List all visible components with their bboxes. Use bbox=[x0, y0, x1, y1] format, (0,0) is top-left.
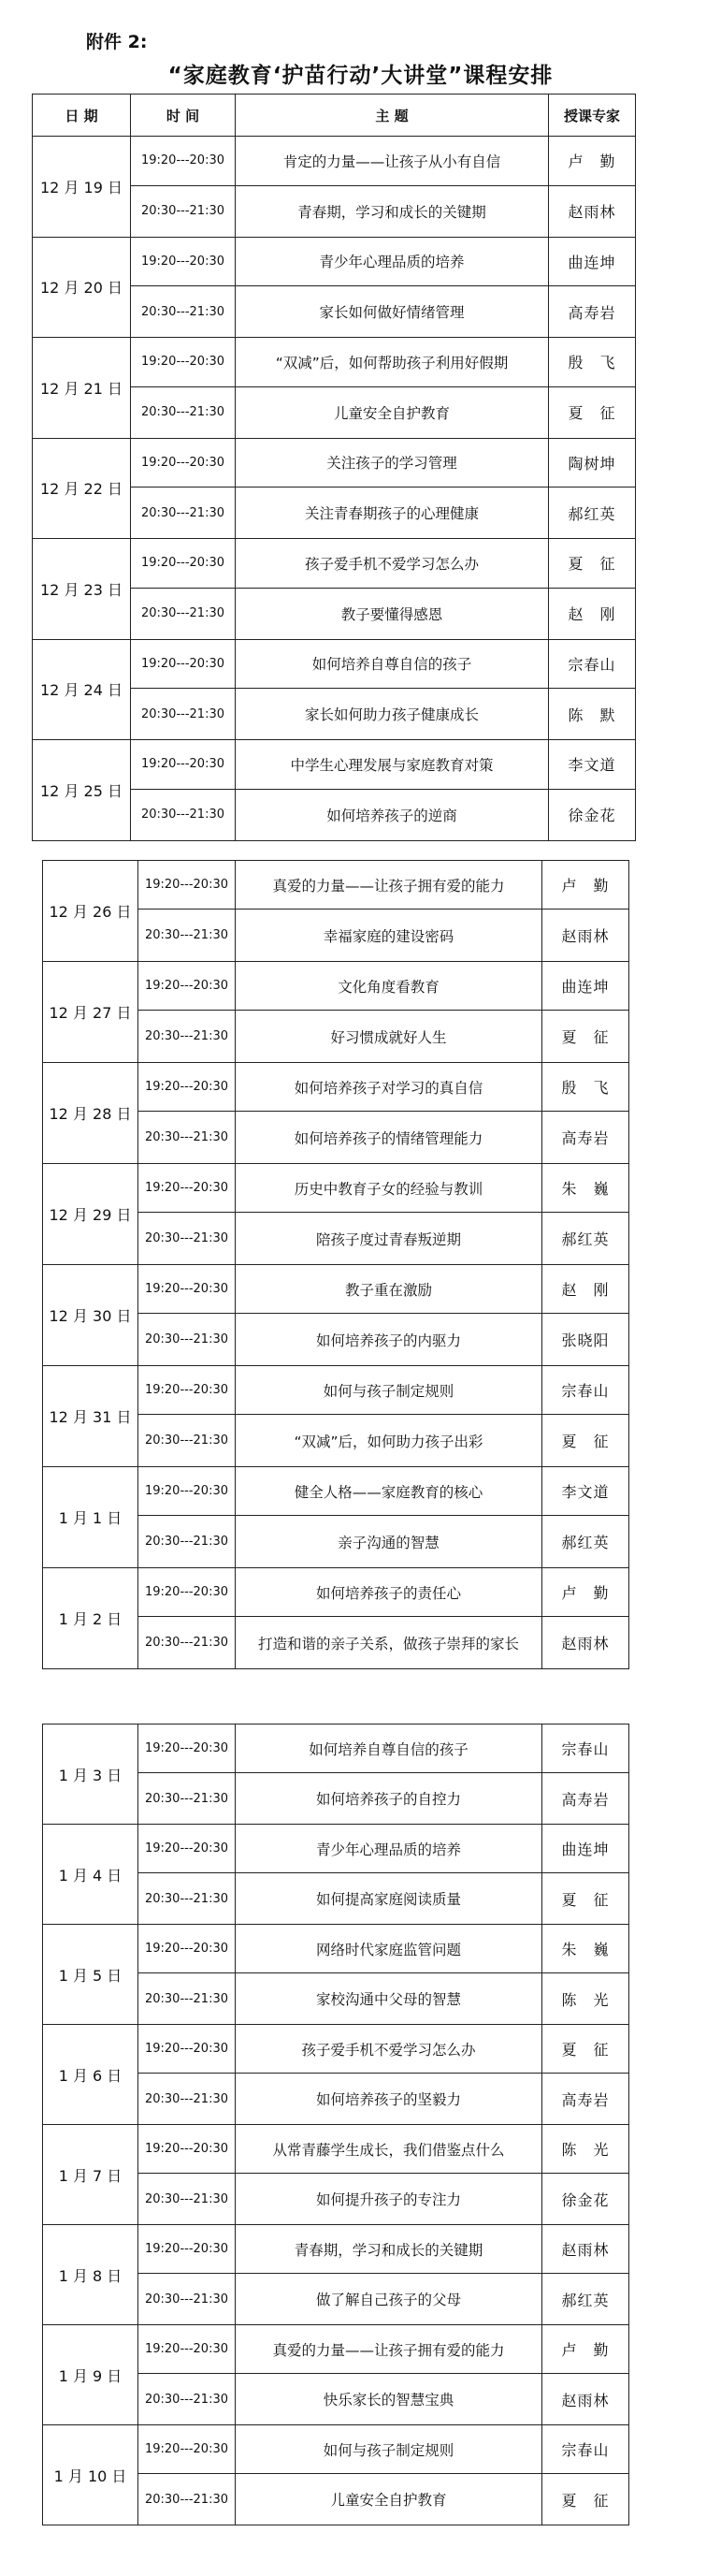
session-topic: 网络时代家庭监管问题 bbox=[236, 1925, 542, 1973]
session-time: 20:30---21:30 bbox=[131, 185, 236, 237]
session-topic: 文化角度看教育 bbox=[236, 962, 542, 1011]
session-time: 19:20---20:30 bbox=[138, 1164, 236, 1213]
session-time: 19:20---20:30 bbox=[138, 1467, 236, 1516]
session-row bbox=[43, 1725, 629, 1773]
document-title: “家庭教育‘护苗行动’大讲堂”课程安排 bbox=[167, 64, 554, 88]
session-time: 20:30---21:30 bbox=[138, 2474, 236, 2525]
session-date: 12 月 29 日 bbox=[43, 1164, 138, 1265]
session-date: 1 月 1 日 bbox=[43, 1467, 138, 1568]
session-teacher: 夏 征 bbox=[542, 2025, 629, 2074]
session-time: 19:20---20:30 bbox=[138, 2225, 236, 2274]
session-time: 20:30---21:30 bbox=[138, 1516, 236, 1568]
session-topic: 幸福家庭的建设密码 bbox=[236, 910, 542, 962]
session-time: 19:20---20:30 bbox=[138, 1925, 236, 1973]
session-topic: “双减”后，如何助力孩子出彩 bbox=[236, 1415, 542, 1467]
session-time: 20:30---21:30 bbox=[131, 488, 236, 539]
session-topic: 打造和谐的亲子关系，做孩子崇拜的家长 bbox=[236, 1617, 542, 1669]
session-row bbox=[43, 1265, 629, 1314]
session-date: 1 月 2 日 bbox=[43, 1568, 138, 1669]
session-row bbox=[43, 1825, 629, 1873]
session-topic: 陪孩子度过青春叛逆期 bbox=[236, 1213, 542, 1265]
session-time: 20:30---21:30 bbox=[138, 1773, 236, 1825]
session-topic: 孩子爱手机不爱学习怎么办 bbox=[236, 539, 549, 589]
session-time: 19:20---20:30 bbox=[138, 1366, 236, 1415]
session-time: 20:30---21:30 bbox=[138, 1973, 236, 2025]
session-date: 12 月 30 日 bbox=[43, 1265, 138, 1366]
session-topic: 如何培养自尊自信的孩子 bbox=[236, 639, 549, 689]
session-time: 19:20---20:30 bbox=[138, 2125, 236, 2174]
header-topic: 主 题 bbox=[236, 95, 549, 137]
session-time: 20:30---21:30 bbox=[131, 789, 236, 840]
header-time: 时 间 bbox=[131, 95, 236, 137]
session-row bbox=[43, 2025, 629, 2074]
session-teacher: 郝红英 bbox=[542, 1213, 629, 1265]
session-date: 1 月 10 日 bbox=[43, 2425, 138, 2525]
session-topic: 青春期，学习和成长的关键期 bbox=[236, 185, 549, 237]
session-topic: 快乐家长的智慧宝典 bbox=[236, 2374, 542, 2425]
header-teacher: 授课专家 bbox=[549, 95, 636, 137]
session-row bbox=[43, 2225, 629, 2274]
session-time: 20:30---21:30 bbox=[138, 2174, 236, 2225]
session-date: 12 月 23 日 bbox=[33, 539, 131, 640]
session-time: 19:20---20:30 bbox=[131, 438, 236, 488]
session-teacher: 李文道 bbox=[542, 1467, 629, 1516]
session-teacher: 夏 征 bbox=[542, 1873, 629, 1925]
session-topic: 关注孩子的学习管理 bbox=[236, 438, 549, 488]
session-teacher: 卢 勤 bbox=[542, 2325, 629, 2374]
session-time: 19:20---20:30 bbox=[138, 1265, 236, 1314]
session-topic: 中学生心理发展与家庭教育对策 bbox=[236, 740, 549, 790]
session-topic: 青少年心理品质的培养 bbox=[236, 1825, 542, 1873]
session-teacher: 夏 征 bbox=[542, 1011, 629, 1063]
session-topic: 肯定的力量——让孩子从小有自信 bbox=[236, 137, 549, 186]
session-topic: 家校沟通中父母的智慧 bbox=[236, 1973, 542, 2025]
session-teacher: 陶树坤 bbox=[549, 438, 636, 488]
session-time: 20:30---21:30 bbox=[138, 1213, 236, 1265]
session-topic: 青春期，学习和成长的关键期 bbox=[236, 2225, 542, 2274]
session-topic: 儿童安全自护教育 bbox=[236, 2474, 542, 2525]
session-teacher: 高寿岩 bbox=[549, 286, 636, 338]
session-topic: 教子要懂得感恩 bbox=[236, 588, 549, 639]
session-teacher: 卢 勤 bbox=[542, 861, 629, 910]
session-row bbox=[33, 438, 636, 488]
session-teacher: 夏 征 bbox=[542, 1415, 629, 1467]
session-time: 19:20---20:30 bbox=[138, 2325, 236, 2374]
session-topic: 从常青藤学生成长，我们借鉴点什么 bbox=[236, 2125, 542, 2174]
session-time: 19:20---20:30 bbox=[138, 1825, 236, 1873]
session-teacher: 曲连坤 bbox=[542, 1825, 629, 1873]
session-teacher: 赵 刚 bbox=[549, 588, 636, 639]
session-time: 19:20---20:30 bbox=[138, 1725, 236, 1773]
session-teacher: 赵雨林 bbox=[542, 1617, 629, 1669]
session-teacher: 夏 征 bbox=[549, 539, 636, 589]
session-topic: 家长如何做好情绪管理 bbox=[236, 286, 549, 338]
session-date: 1 月 5 日 bbox=[43, 1925, 138, 2025]
session-date: 12 月 19 日 bbox=[33, 137, 131, 238]
session-row bbox=[33, 639, 636, 689]
session-date: 12 月 25 日 bbox=[33, 740, 131, 841]
session-teacher: 陈 默 bbox=[549, 689, 636, 740]
session-row bbox=[33, 740, 636, 790]
session-row bbox=[33, 237, 636, 286]
session-teacher: 赵雨林 bbox=[542, 2374, 629, 2425]
session-topic: 亲子沟通的智慧 bbox=[236, 1516, 542, 1568]
session-time: 20:30---21:30 bbox=[138, 2074, 236, 2125]
session-teacher: 陈 光 bbox=[542, 2125, 629, 2174]
session-teacher: 赵雨林 bbox=[549, 185, 636, 237]
session-time: 19:20---20:30 bbox=[131, 639, 236, 689]
session-row bbox=[43, 2425, 629, 2474]
session-teacher: 曲连坤 bbox=[542, 962, 629, 1011]
session-date: 12 月 20 日 bbox=[33, 237, 131, 338]
schedule-table-1 bbox=[32, 94, 636, 841]
session-row bbox=[43, 1063, 629, 1112]
session-teacher: 宗春山 bbox=[542, 1366, 629, 1415]
session-teacher: 殷 飞 bbox=[542, 1063, 629, 1112]
session-topic: 如何提高家庭阅读质量 bbox=[236, 1873, 542, 1925]
session-date: 12 月 28 日 bbox=[43, 1063, 138, 1164]
session-teacher: 朱 巍 bbox=[542, 1164, 629, 1213]
session-row bbox=[43, 2125, 629, 2174]
session-time: 19:20---20:30 bbox=[131, 740, 236, 790]
session-time: 19:20---20:30 bbox=[131, 539, 236, 589]
schedule-table-3 bbox=[42, 1724, 629, 2525]
session-topic: 真爱的力量——让孩子拥有爱的能力 bbox=[236, 2325, 542, 2374]
session-row bbox=[43, 1164, 629, 1213]
session-teacher: 高寿岩 bbox=[542, 2074, 629, 2125]
session-topic: 孩子爱手机不爱学习怎么办 bbox=[236, 2025, 542, 2074]
session-teacher: 朱 巍 bbox=[542, 1925, 629, 1973]
session-teacher: 夏 征 bbox=[549, 386, 636, 438]
session-topic: 教子重在激励 bbox=[236, 1265, 542, 1314]
session-teacher: 宗春山 bbox=[542, 2425, 629, 2474]
session-time: 19:20---20:30 bbox=[138, 1568, 236, 1617]
session-teacher: 李文道 bbox=[549, 740, 636, 790]
session-time: 19:20---20:30 bbox=[138, 1063, 236, 1112]
session-date: 1 月 8 日 bbox=[43, 2225, 138, 2325]
session-topic: 家长如何助力孩子健康成长 bbox=[236, 689, 549, 740]
session-date: 12 月 27 日 bbox=[43, 962, 138, 1063]
session-time: 19:20---20:30 bbox=[138, 2425, 236, 2474]
session-topic: 如何培养孩子的内驱力 bbox=[236, 1314, 542, 1366]
session-time: 19:20---20:30 bbox=[138, 962, 236, 1011]
session-row bbox=[43, 2325, 629, 2374]
session-teacher: 陈 光 bbox=[542, 1973, 629, 2025]
session-row bbox=[43, 861, 629, 910]
session-date: 1 月 7 日 bbox=[43, 2125, 138, 2225]
session-time: 20:30---21:30 bbox=[138, 2374, 236, 2425]
session-date: 12 月 21 日 bbox=[33, 338, 131, 439]
session-topic: 如何培养孩子的坚毅力 bbox=[236, 2074, 542, 2125]
session-teacher: 郝红英 bbox=[549, 488, 636, 539]
session-teacher: 赵雨林 bbox=[542, 2225, 629, 2274]
attachment-label: 附件 2: bbox=[86, 32, 148, 52]
session-teacher: 殷 飞 bbox=[549, 338, 636, 387]
session-topic: 如何培养孩子的自控力 bbox=[236, 1773, 542, 1825]
session-topic: 儿童安全自护教育 bbox=[236, 386, 549, 438]
session-teacher: 徐金花 bbox=[549, 789, 636, 840]
session-topic: 如何与孩子制定规则 bbox=[236, 2425, 542, 2474]
session-teacher: 卢 勤 bbox=[542, 1568, 629, 1617]
session-topic: 如何提升孩子的专注力 bbox=[236, 2174, 542, 2225]
session-row bbox=[33, 137, 636, 186]
session-row bbox=[43, 1925, 629, 1973]
session-date: 1 月 4 日 bbox=[43, 1825, 138, 1925]
session-topic: 如何培养孩子的情绪管理能力 bbox=[236, 1112, 542, 1164]
session-time: 19:20---20:30 bbox=[131, 237, 236, 286]
session-topic: 真爱的力量——让孩子拥有爱的能力 bbox=[236, 861, 542, 910]
session-date: 12 月 22 日 bbox=[33, 438, 131, 539]
session-teacher: 徐金花 bbox=[542, 2174, 629, 2225]
session-time: 19:20---20:30 bbox=[138, 861, 236, 910]
session-topic: 如何培养孩子的逆商 bbox=[236, 789, 549, 840]
session-teacher: 郝红英 bbox=[542, 2274, 629, 2325]
session-teacher: 宗春山 bbox=[549, 639, 636, 689]
session-time: 19:20---20:30 bbox=[131, 137, 236, 186]
session-row bbox=[43, 1467, 629, 1516]
session-date: 1 月 3 日 bbox=[43, 1725, 138, 1825]
session-time: 20:30---21:30 bbox=[138, 1873, 236, 1925]
session-row bbox=[33, 338, 636, 387]
session-teacher: 卢 勤 bbox=[549, 137, 636, 186]
session-topic: 如何培养孩子对学习的真自信 bbox=[236, 1063, 542, 1112]
session-row bbox=[43, 1366, 629, 1415]
session-time: 19:20---20:30 bbox=[131, 338, 236, 387]
session-teacher: 夏 征 bbox=[542, 2474, 629, 2525]
session-date: 1 月 9 日 bbox=[43, 2325, 138, 2425]
session-time: 20:30---21:30 bbox=[131, 588, 236, 639]
session-teacher: 张晓阳 bbox=[542, 1314, 629, 1366]
session-date: 12 月 31 日 bbox=[43, 1366, 138, 1467]
session-date: 12 月 24 日 bbox=[33, 639, 131, 740]
session-teacher: 高寿岩 bbox=[542, 1773, 629, 1825]
session-time: 20:30---21:30 bbox=[138, 1011, 236, 1063]
session-teacher: 曲连坤 bbox=[549, 237, 636, 286]
session-time: 20:30---21:30 bbox=[131, 286, 236, 338]
schedule-table-2 bbox=[42, 860, 629, 1669]
session-topic: 健全人格——家庭教育的核心 bbox=[236, 1467, 542, 1516]
session-time: 20:30---21:30 bbox=[138, 2274, 236, 2325]
session-teacher: 高寿岩 bbox=[542, 1112, 629, 1164]
session-topic: 青少年心理品质的培养 bbox=[236, 237, 549, 286]
session-time: 19:20---20:30 bbox=[138, 2025, 236, 2074]
session-topic: 如何与孩子制定规则 bbox=[236, 1366, 542, 1415]
session-time: 20:30---21:30 bbox=[138, 1415, 236, 1467]
session-teacher: 赵雨林 bbox=[542, 910, 629, 962]
session-topic: 如何培养自尊自信的孩子 bbox=[236, 1725, 542, 1773]
session-topic: 好习惯成就好人生 bbox=[236, 1011, 542, 1063]
session-teacher: 郝红英 bbox=[542, 1516, 629, 1568]
session-topic: 关注青春期孩子的心理健康 bbox=[236, 488, 549, 539]
session-time: 20:30---21:30 bbox=[138, 1112, 236, 1164]
session-time: 20:30---21:30 bbox=[138, 910, 236, 962]
session-time: 20:30---21:30 bbox=[138, 1617, 236, 1669]
session-topic: 如何培养孩子的责任心 bbox=[236, 1568, 542, 1617]
table-header-row bbox=[33, 95, 636, 137]
session-topic: 做了解自己孩子的父母 bbox=[236, 2274, 542, 2325]
session-time: 20:30---21:30 bbox=[138, 1314, 236, 1366]
session-date: 12 月 26 日 bbox=[43, 861, 138, 962]
header-date: 日 期 bbox=[33, 95, 131, 137]
session-teacher: 赵 刚 bbox=[542, 1265, 629, 1314]
session-teacher: 宗春山 bbox=[542, 1725, 629, 1773]
session-time: 20:30---21:30 bbox=[131, 386, 236, 438]
session-row bbox=[33, 539, 636, 589]
session-row bbox=[43, 1568, 629, 1617]
session-time: 20:30---21:30 bbox=[131, 689, 236, 740]
session-topic: 历史中教育子女的经验与教训 bbox=[236, 1164, 542, 1213]
session-date: 1 月 6 日 bbox=[43, 2025, 138, 2125]
session-row bbox=[43, 962, 629, 1011]
session-topic: “双减”后，如何帮助孩子利用好假期 bbox=[236, 338, 549, 387]
